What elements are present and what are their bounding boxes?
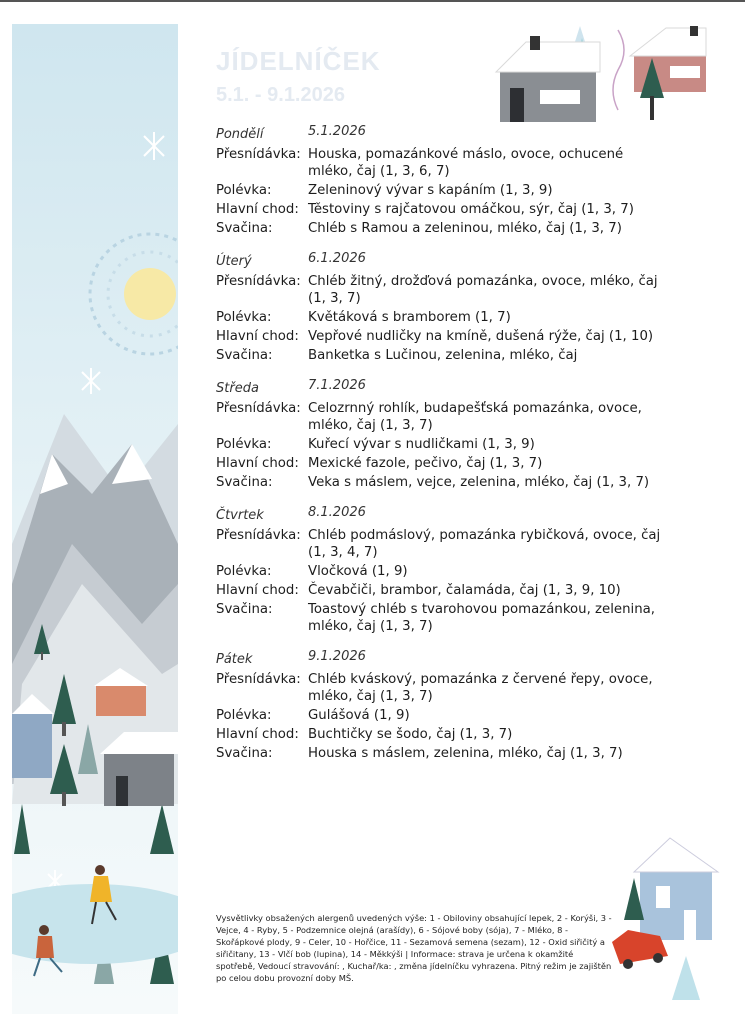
- house-car-illustration: [600, 830, 720, 1010]
- main-course-value: Čevabčiči, brambor, čalamáda, čaj (1, 3, 9, 10): [308, 583, 621, 598]
- main-course-value: Buchtičky se šodo, čaj (1, 3, 7): [308, 727, 513, 742]
- breakfast-label: Přesnídávka:: [216, 528, 301, 543]
- breakfast-value: Chléb žitný, drožďová pomazánka, ovoce, mléko, čaj (1, 3, 7): [308, 274, 658, 306]
- snack-label: Svačina:: [216, 475, 273, 490]
- day-thursday: [216, 503, 666, 635]
- day-date: 6.1.2026: [308, 251, 366, 266]
- day-date: 5.1.2026: [308, 124, 366, 139]
- breakfast-label: Přesnídávka:: [216, 401, 301, 416]
- soup-label: Polévka:: [216, 437, 272, 452]
- soup-label: Polévka:: [216, 310, 272, 325]
- day-name: Středa: [216, 381, 259, 396]
- breakfast-label: Přesnídávka:: [216, 147, 301, 162]
- day-monday: [216, 122, 666, 237]
- main-course-label: Hlavní chod:: [216, 727, 299, 742]
- soup-label: Polévka:: [216, 183, 272, 198]
- day-wednesday: [216, 376, 666, 491]
- breakfast-label: Přesnídávka:: [216, 274, 301, 289]
- day-date: 9.1.2026: [308, 649, 366, 664]
- day-friday: [216, 647, 666, 762]
- weekly-menu: [216, 122, 666, 774]
- main-course-label: Hlavní chod:: [216, 202, 299, 217]
- day-name: Pátek: [216, 652, 253, 667]
- breakfast-value: Celozrnný rohlík, budapešťská pomazánka, ovoce, mléko, čaj (1, 3, 7): [308, 401, 642, 433]
- snack-value: Banketka s Lučinou, zelenina, mléko, čaj: [308, 348, 578, 363]
- breakfast-label: Přesnídávka:: [216, 672, 301, 687]
- main-course-value: Mexické fazole, pečivo, čaj (1, 3, 7): [308, 456, 543, 471]
- winter-illustration: [12, 24, 178, 1014]
- allergen-legend: Vysvětlivky obsažených alergenů uvedených výše: 1 - Obiloviny obsahující lepek, 2 - Korýši, 3 - Vejce, 4 - Ryby, 5 - Podzemnice olejná (arašídy), 6 - Sójové boby (sója), 7 - Mléko, 8 - Skořápkové plody, 9 - Celer, 10 - Hořčice, 11 - Sezamová semena (sezam), 12 - Oxid siřičitý a siřičitany, 13 - Vlčí bob (lupina), 14 - Měkkýši | Informace: strava je určena k okamžité spotřebě, Vedoucí stravování: , Kuchař/ka: , změna jídelníčku vyhrazena. Pitný režim je zajištěn po celou dobu provozní doby MŠ.: [216, 913, 612, 983]
- day-name: Čtvrtek: [216, 508, 264, 523]
- date-range: 5.1. - 9.1.2026: [216, 84, 345, 106]
- houses-illustration: [490, 20, 720, 130]
- day-name: Pondělí: [216, 127, 264, 142]
- day-name: Úterý: [216, 254, 252, 269]
- soup-value: Vločková (1, 9): [308, 564, 408, 579]
- top-border-line: [0, 0, 745, 2]
- main-course-value: Těstoviny s rajčatovou omáčkou, sýr, čaj (1, 3, 7): [308, 202, 634, 217]
- day-tuesday: [216, 249, 666, 364]
- main-course-value: Vepřové nudličky na kmíně, dušená rýže, čaj (1, 10): [308, 329, 654, 344]
- page-title: JÍDELNÍČEK: [216, 46, 381, 76]
- snack-value: Toastový chléb s tvarohovou pomazánkou, zelenina, mléko, čaj (1, 3, 7): [308, 602, 656, 634]
- snack-label: Svačina:: [216, 348, 273, 363]
- main-course-label: Hlavní chod:: [216, 329, 299, 344]
- snack-value: Veka s máslem, vejce, zelenina, mléko, čaj (1, 3, 7): [308, 475, 650, 490]
- main-course-label: Hlavní chod:: [216, 583, 299, 598]
- day-date: 7.1.2026: [308, 378, 366, 393]
- snack-label: Svačina:: [216, 221, 273, 236]
- snack-value: Houska s máslem, zelenina, mléko, čaj (1, 3, 7): [308, 746, 623, 761]
- breakfast-value: Chléb podmáslový, pomazánka rybičková, ovoce, čaj (1, 3, 4, 7): [308, 528, 661, 560]
- snack-label: Svačina:: [216, 746, 273, 761]
- snack-value: Chléb s Ramou a zeleninou, mléko, čaj (1, 3, 7): [308, 221, 622, 236]
- day-date: 8.1.2026: [308, 505, 366, 520]
- soup-value: Zeleninový vývar s kapáním (1, 3, 9): [308, 183, 553, 198]
- breakfast-value: Houska, pomazánkové máslo, ovoce, ochucené mléko, čaj (1, 3, 6, 7): [308, 147, 624, 179]
- soup-value: Kuřecí vývar s nudličkami (1, 3, 9): [308, 437, 535, 452]
- soup-label: Polévka:: [216, 708, 272, 723]
- main-course-label: Hlavní chod:: [216, 456, 299, 471]
- soup-value: Květáková s bramborem (1, 7): [308, 310, 511, 325]
- breakfast-value: Chléb kváskový, pomazánka z červené řepy, ovoce, mléko, čaj (1, 3, 7): [308, 672, 653, 704]
- soup-label: Polévka:: [216, 564, 272, 579]
- snack-label: Svačina:: [216, 602, 273, 617]
- soup-value: Gulášová (1, 9): [308, 708, 410, 723]
